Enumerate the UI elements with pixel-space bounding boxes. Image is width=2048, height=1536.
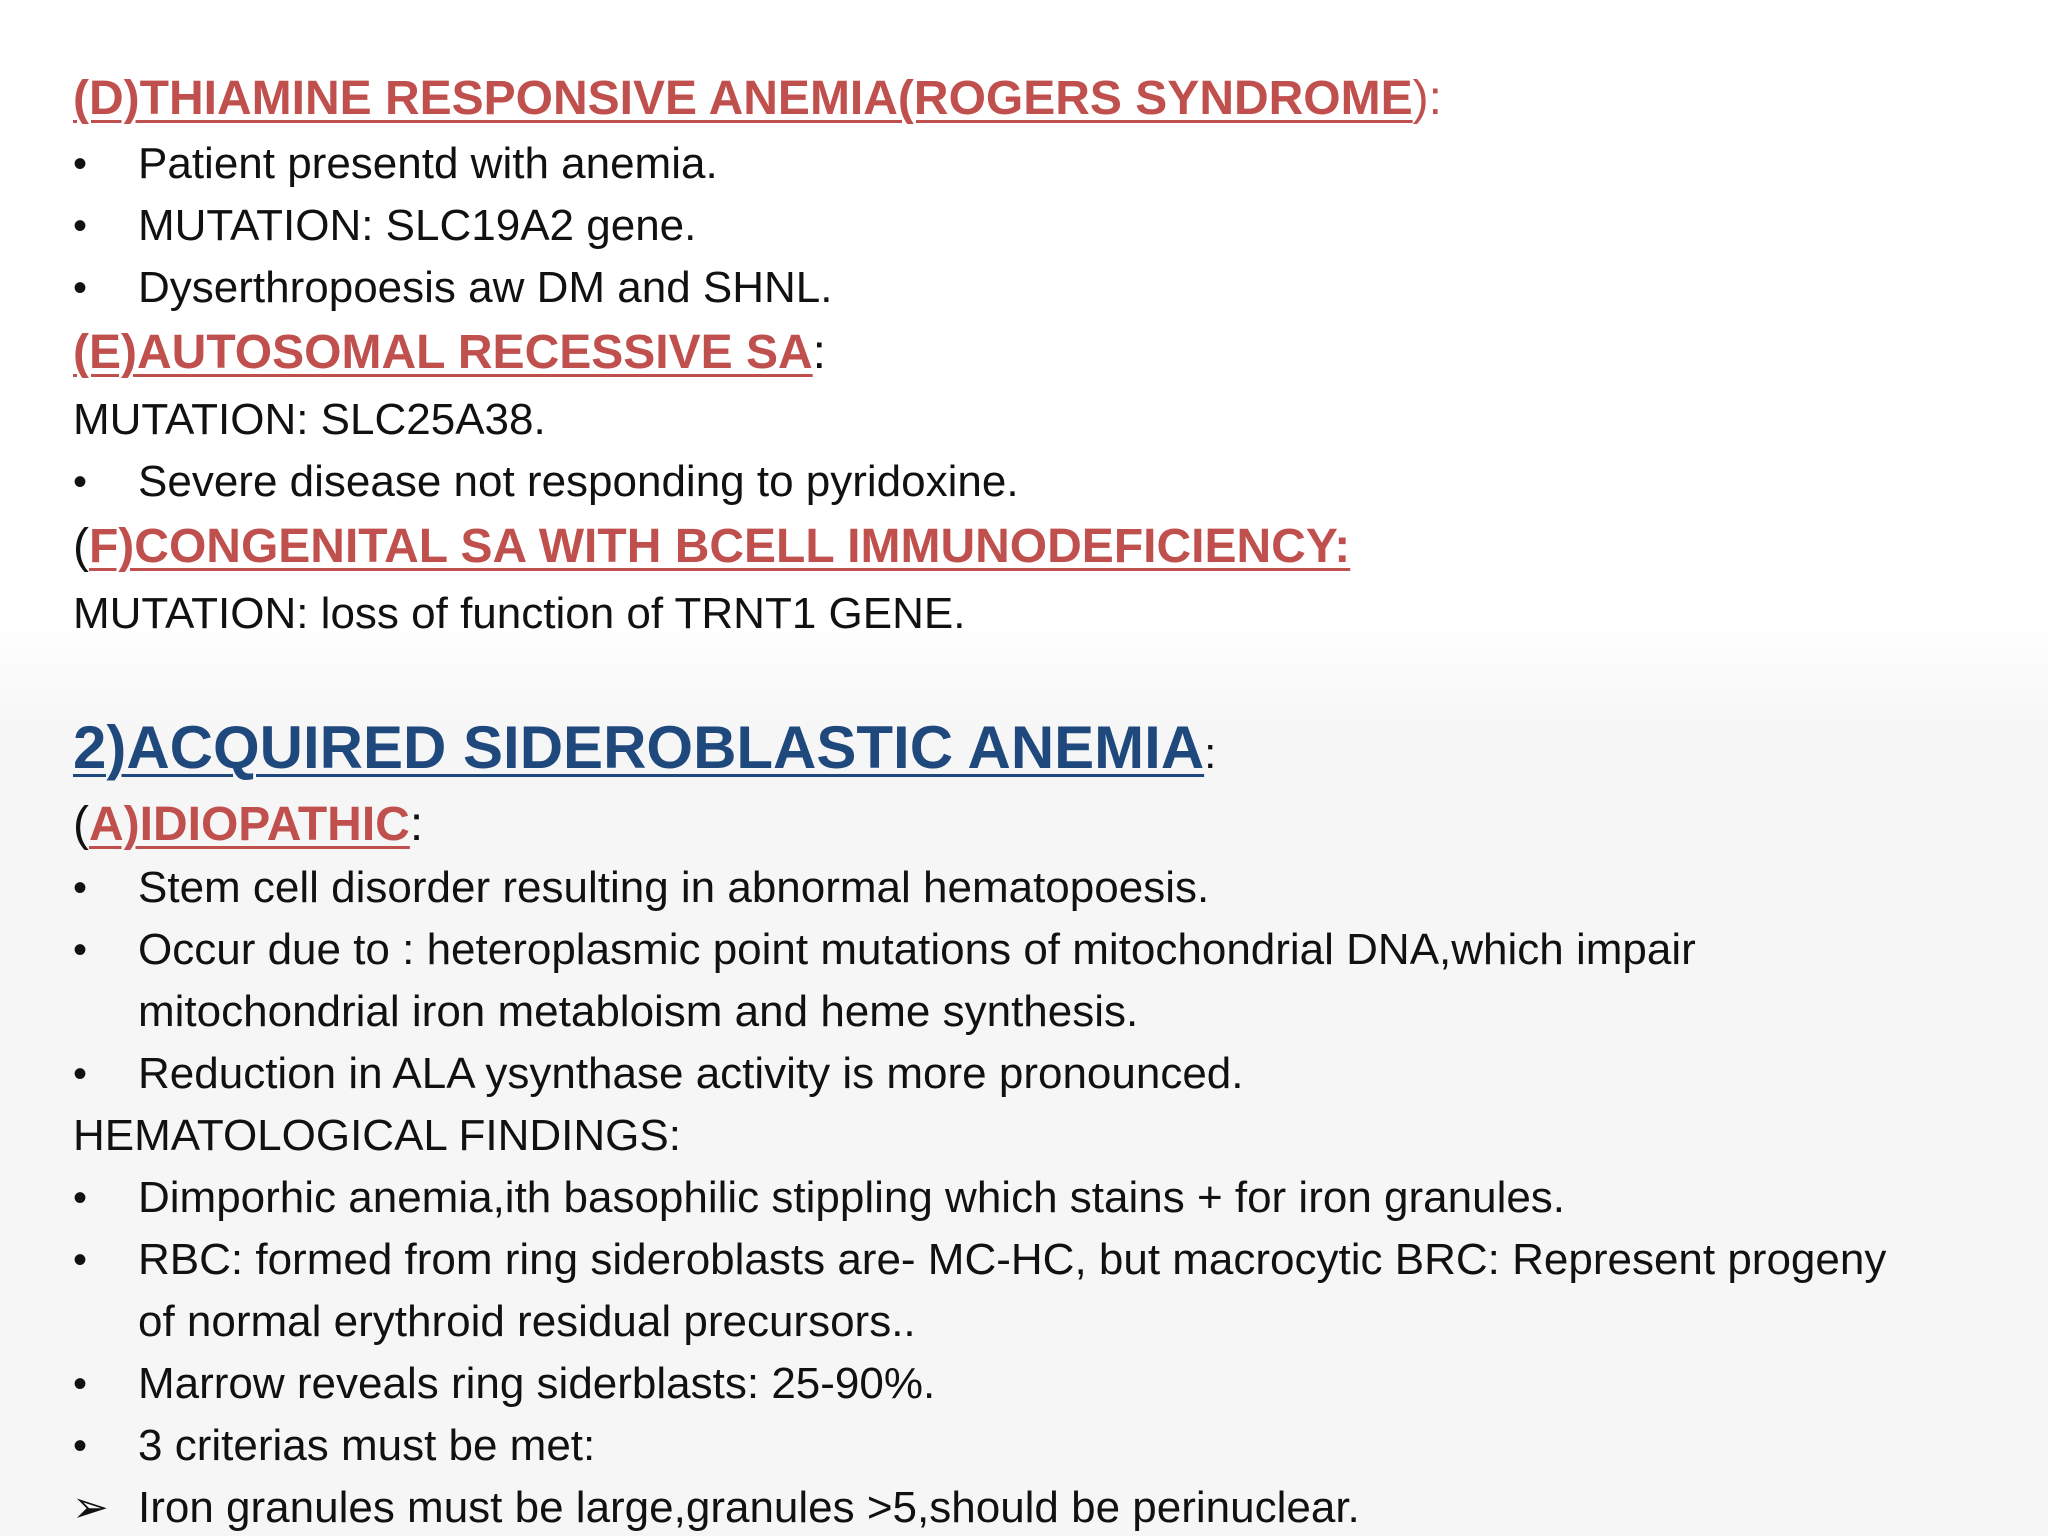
bullet-icon: • [73, 1052, 88, 1096]
bullet-icon: • [73, 204, 88, 248]
list-item-continuation: of normal erythroid residual precursors.. [138, 1297, 916, 1346]
bullet-icon: • [73, 460, 88, 504]
list-item: Marrow reveals ring siderblasts: 25-90%. [138, 1359, 936, 1408]
list-item: Dimporhic anemia,ith basophilic stippling which stains + for iron granules. [138, 1173, 1566, 1222]
bullet-icon: • [73, 1238, 88, 1282]
arrow-bullet-icon: ➢ [72, 1483, 109, 1532]
list-item: Stem cell disorder resulting in abnormal hematopoesis. [138, 863, 1210, 912]
bullet-icon: • [73, 266, 88, 310]
bullet-icon: • [73, 1424, 88, 1468]
bullet-icon: • [73, 928, 88, 972]
list-item: 3 criterias must be met: [138, 1421, 596, 1470]
heading-thiamine-anemia: (D)THIAMINE RESPONSIVE ANEMIA(ROGERS SYNDROME): [73, 72, 1442, 125]
heading-acquired-sideroblastic-anemia: 2)ACQUIRED SIDEROBLASTIC ANEMIA: [73, 714, 1217, 781]
list-item: Iron granules must be large,granules >5,should be perinuclear. [138, 1483, 1360, 1532]
list-item: Reduction in ALA ysynthase activity is more pronounced. [138, 1049, 1244, 1098]
bullet-icon: • [73, 1176, 88, 1220]
list-item: Dyserthropoesis aw DM and SHNL. [138, 263, 833, 312]
heading-idiopathic: (A)IDIOPATHIC: [73, 798, 424, 851]
list-item: Severe disease not responding to pyridoxine. [138, 457, 1019, 506]
list-item: MUTATION: SLC19A2 gene. [138, 201, 697, 250]
list-item-continuation: mitochondrial iron metabloism and heme synthesis. [138, 987, 1139, 1036]
list-item: Occur due to : heteroplasmic point mutations of mitochondrial DNA,which impair [138, 925, 1696, 974]
list-item: RBC: formed from ring sideroblasts are- MC-HC, but macrocytic BRC: Represent progeny [138, 1235, 1887, 1284]
heading-autosomal-recessive: (E)AUTOSOMAL RECESSIVE SA: [73, 326, 827, 379]
findings-label: HEMATOLOGICAL FINDINGS: [73, 1111, 681, 1160]
list-item: Patient presentd with anemia. [138, 139, 718, 188]
heading-congenital-sa: (F)CONGENITAL SA WITH BCELL IMMUNODEFICIENCY: [73, 520, 1351, 573]
bullet-icon: • [73, 1362, 88, 1406]
mutation-text: MUTATION: SLC25A38. [73, 395, 546, 444]
mutation-text: MUTATION: loss of function of TRNT1 GENE. [73, 589, 966, 638]
bullet-icon: • [73, 866, 88, 910]
bullet-icon: • [73, 142, 88, 186]
